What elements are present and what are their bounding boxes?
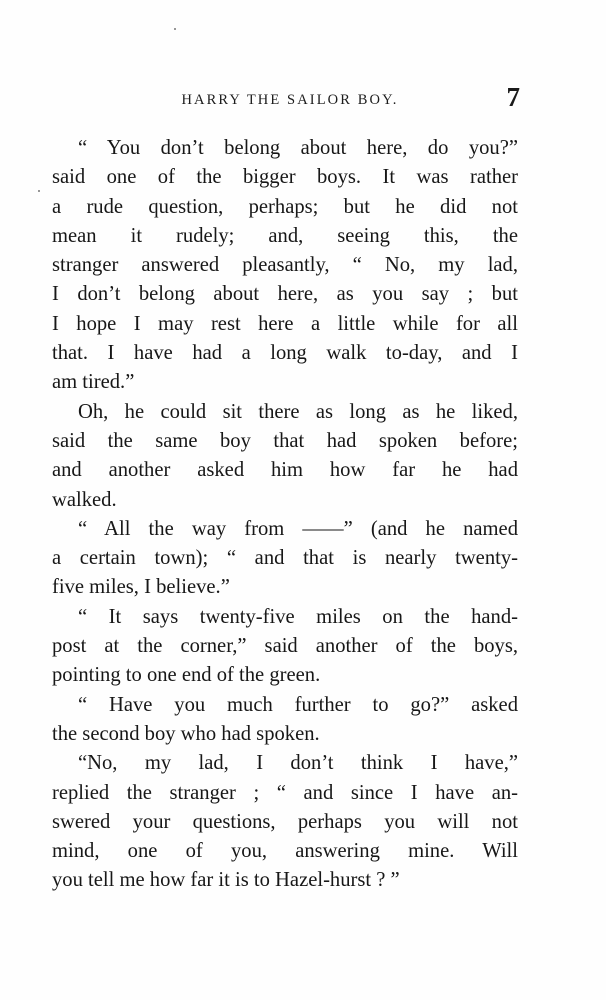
text-line: “ It says twenty-five miles on the hand- (78, 605, 518, 628)
text-line: a certain town); “ and that is nearly twenty- (52, 547, 518, 570)
paragraph (52, 691, 518, 750)
text-line: five miles, I believe.” (52, 576, 230, 599)
text-line: “ You don’t belong about here, do you?” (78, 137, 518, 159)
paragraph (52, 134, 518, 398)
paragraph (52, 749, 518, 895)
body-text (52, 134, 518, 896)
paragraph (52, 603, 518, 691)
paragraph (52, 398, 518, 515)
running-head: HARRY THE SAILOR BOY. (181, 92, 399, 108)
text-line: said one of the bigger boys. It was rather (52, 166, 518, 189)
page-number: 7 (506, 82, 520, 112)
text-line: a rude question, perhaps; but he did not (52, 195, 518, 218)
text-line: I don’t belong about here, as you say ; but (52, 283, 518, 306)
text-line: pointing to one end of the green. (52, 664, 321, 687)
paper-speck (38, 190, 40, 192)
text-line: said the same boy that had spoken before; (52, 429, 518, 452)
text-line: the second boy who had spoken. (52, 722, 320, 745)
text-line: am tired.” (52, 371, 135, 394)
text-line: post at the corner,” said another of the boys, (52, 635, 518, 658)
text-line: I hope I may rest here a little while for all (52, 312, 518, 335)
text-line: and another asked him how far he had (52, 459, 518, 482)
text-line: replied the stranger ; “ and since I have an- (52, 781, 518, 804)
text-line: mind, one of you, answering mine. Will (52, 840, 518, 863)
text-line: Oh, he could sit there as long as he liked, (78, 400, 518, 423)
text-line: “No, my lad, I don’t think I have,” (78, 752, 518, 775)
text-line: “ All the way from ——” (and he named (78, 517, 518, 540)
paper-speck (174, 28, 176, 30)
text-line: that. I have had a long walk to-day, and I (52, 342, 518, 365)
text-line: walked. (52, 488, 117, 511)
paragraph (52, 515, 518, 603)
text-line: you tell me how far it is to Hazel-hurst ? ” (52, 869, 400, 892)
page-header (52, 84, 518, 118)
text-line: mean it rudely; and, seeing this, the (52, 224, 518, 247)
text-line: stranger answered pleasantly, “ No, my lad, (52, 254, 518, 277)
text-line: “ Have you much further to go?” asked (78, 693, 518, 716)
text-line: swered your questions, perhaps you will not (52, 810, 518, 833)
